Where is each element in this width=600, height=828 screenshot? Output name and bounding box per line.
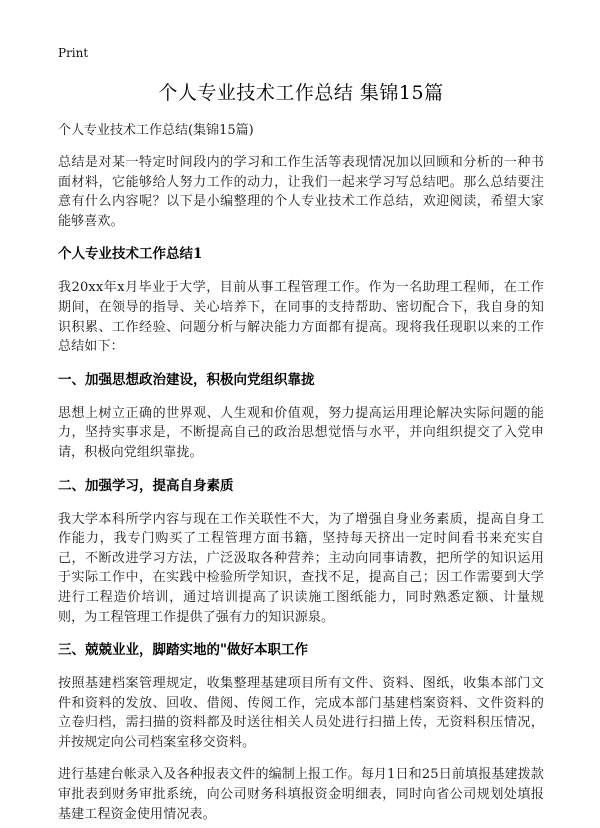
- archive-paragraph: 按照基建档案管理规定，收集整理基建项目所有文件、资料、图纸，收集本部门文件和资料的发放、回收、借阅、传阅工作，完成本部门基建档案资料、文件资料的立卷归档，需扫描的资料都及时送往相关人员处进行扫描上传，无资料积压情况，并按规定向公司档案室移交资料。: [58, 676, 544, 750]
- ledger-paragraph: 进行基建台帐录入及各种报表文件的编制上报工作。每月1日和25日前填报基建拨款审批表到财务审批系统，向公司财务科填报资金明细表，同时向省公司规划处填报基建工程资金使用情况表。: [58, 767, 544, 822]
- intro-paragraph: 总结是对某一特定时间段内的学习和工作生活等表现情况加以回顾和分析的一种书面材料，它能够给人努力工作的动力，让我们一起来学习写总结吧。那么总结要注意有什么内容呢？以下是小编整理的个人专业技术工作总结，欢迎阅读，希望大家能够喜欢。: [58, 155, 544, 229]
- subheading-duty: 三、兢兢业业，脚踏实地的"做好本职工作: [58, 642, 309, 659]
- section-paragraph: 我20xx年x月毕业于大学，目前从事工程管理工作。作为一名助理工程师，在工作期间，在领导的指导、关心培养下，在同事的支持帮助、密切配合下，我自身的知识积累、工作经验、问题分析与解决能力方面都有提高。现将我任现职以来的工作总结如下：: [58, 280, 544, 355]
- print-link[interactable]: Print: [58, 46, 89, 60]
- subheading-study: 二、加强学习，提高自身素质: [58, 477, 234, 494]
- document-body: [58, 121, 544, 828]
- section-title: 个人专业技术工作总结1: [58, 246, 203, 263]
- document-title: 个人专业技术工作总结 集锦15篇: [158, 82, 444, 104]
- political-paragraph: 思想上树立正确的世界观、人生观和价值观，努力提高运用理论解决实际问题的能力，坚持实事求是，不断提高自己的政治思想觉悟与水平，并向组织提交了入党申请，积极向党组织靠拢。: [58, 405, 544, 460]
- study-paragraph: 我大学本科所学内容与现在工作关联性不大，为了增强自身业务素质，提高自身工作能力，我专门购买了工程管理方面书籍，坚持每天挤出一定时间看书来充实自己，不断改进学习方法，广泛汲取各种营养；主动向同事请教，把所学的知识运用于实际工作中，在实践中检验所学知识，查找不足，提高自己；因工作需要到大学进行工程造价培训，通过培训提高了识读施工图纸能力，同时熟悉定额、计量规则，为工程管理工作提供了强有力的知识源泉。: [58, 511, 544, 625]
- subheading-political: 一、加强思想政治建设，积极向党组织靠拢: [58, 371, 315, 388]
- document-subtitle: 个人专业技术工作总结(集锦15篇): [58, 123, 254, 138]
